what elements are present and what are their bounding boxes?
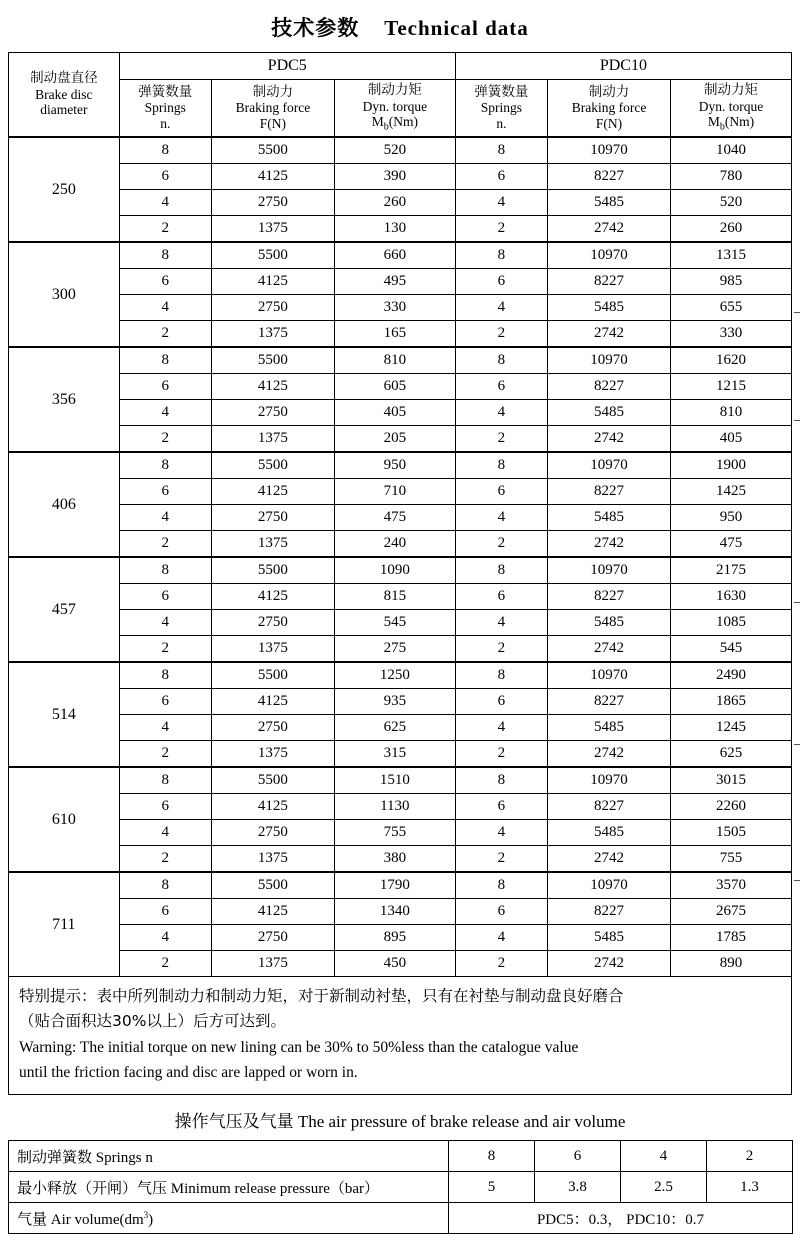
table-row xyxy=(9,610,792,636)
table-row xyxy=(9,741,792,768)
header-springs-pdc5: 弹簧数量 Springs n. xyxy=(119,80,211,138)
cell-force-pdc10: 2742 xyxy=(548,426,671,453)
cell-springs-pdc5: 2 xyxy=(119,636,211,663)
table-row xyxy=(9,216,792,243)
header-torque-pdc10-unit: $M_b(Nm)$ xyxy=(707,114,755,133)
cell-springs-pdc5: 6 xyxy=(119,899,211,925)
cell-torque-pdc5: 755 xyxy=(334,820,455,846)
air-row-label: 制动弹簧数 Springs n xyxy=(9,1141,449,1172)
table-row xyxy=(9,557,792,584)
cell-torque-pdc5: 1340 xyxy=(334,899,455,925)
table-row xyxy=(9,242,792,269)
table-row xyxy=(9,767,792,794)
air-volume-label: 气量 Air $volume(dm^3)$ xyxy=(9,1203,449,1234)
cell-torque-pdc5: 405 xyxy=(334,400,455,426)
cell-springs-pdc10: 2 xyxy=(455,951,547,977)
note-en-line2: until the friction facing and disc are lapped or worn in. xyxy=(19,1063,358,1081)
header-row-columns xyxy=(9,80,792,138)
cell-torque-pdc10: 1245 xyxy=(671,715,792,741)
cell-torque-pdc10: 475 xyxy=(671,531,792,558)
cell-springs-pdc5: 8 xyxy=(119,452,211,479)
cell-torque-pdc5: 165 xyxy=(334,321,455,348)
cell-torque-pdc5: 275 xyxy=(334,636,455,663)
technical-data-table xyxy=(8,52,792,977)
table-row xyxy=(9,820,792,846)
cell-springs-pdc5: 4 xyxy=(119,295,211,321)
header-springs-pdc10: 弹簧数量 Springs n. xyxy=(455,80,547,138)
air-volume-value: PDC5：0.3， PDC10：0.7 xyxy=(449,1203,793,1234)
cell-torque-pdc10: 755 xyxy=(671,846,792,873)
air-row-value: 6 xyxy=(535,1141,621,1172)
cell-springs-pdc10: 2 xyxy=(455,636,547,663)
table-row xyxy=(9,584,792,610)
note-cn-line2: （贴合面积达30%以上）后方可达到。 xyxy=(19,1012,286,1031)
table-row xyxy=(9,452,792,479)
cell-diameter: 250 xyxy=(9,137,120,242)
cell-torque-pdc5: 545 xyxy=(334,610,455,636)
cell-force-pdc10: 8227 xyxy=(548,584,671,610)
cell-force-pdc10: 8227 xyxy=(548,374,671,400)
cell-diameter: 711 xyxy=(9,872,120,977)
cell-force-pdc5: 4125 xyxy=(211,374,334,400)
air-row-value: 3.8 xyxy=(535,1172,621,1203)
header-diameter-en1: Brake disc xyxy=(35,86,93,102)
table-row xyxy=(9,374,792,400)
cell-springs-pdc5: 2 xyxy=(119,321,211,348)
cell-diameter: 610 xyxy=(9,767,120,872)
cell-springs-pdc5: 8 xyxy=(119,137,211,164)
cell-springs-pdc10: 8 xyxy=(455,347,547,374)
cell-force-pdc5: 5500 xyxy=(211,452,334,479)
cell-torque-pdc10: 1865 xyxy=(671,689,792,715)
cell-force-pdc10: 10970 xyxy=(548,662,671,689)
cell-springs-pdc5: 2 xyxy=(119,531,211,558)
table-row xyxy=(9,164,792,190)
header-row-brand xyxy=(9,53,792,80)
cell-torque-pdc10: 780 xyxy=(671,164,792,190)
cell-torque-pdc10: 625 xyxy=(671,741,792,768)
cell-torque-pdc5: 450 xyxy=(334,951,455,977)
cell-force-pdc5: 2750 xyxy=(211,820,334,846)
cell-springs-pdc10: 6 xyxy=(455,794,547,820)
cell-torque-pdc10: 2490 xyxy=(671,662,792,689)
air-section-title-cn: 操作气压及气量 xyxy=(174,1112,294,1133)
table-row xyxy=(9,190,792,216)
cell-force-pdc10: 8227 xyxy=(548,479,671,505)
cell-springs-pdc5: 2 xyxy=(119,846,211,873)
cell-torque-pdc10: 1315 xyxy=(671,242,792,269)
cell-torque-pdc5: 330 xyxy=(334,295,455,321)
page-title-en: Technical data xyxy=(384,16,529,40)
page-title-cn: 技术参数 xyxy=(271,16,360,40)
cell-force-pdc10: 2742 xyxy=(548,741,671,768)
cell-torque-pdc5: 895 xyxy=(334,925,455,951)
cell-torque-pdc10: 950 xyxy=(671,505,792,531)
cell-force-pdc5: 1375 xyxy=(211,741,334,768)
cell-springs-pdc10: 2 xyxy=(455,321,547,348)
table-row xyxy=(9,505,792,531)
table-body xyxy=(9,137,792,977)
cell-torque-pdc10: 2175 xyxy=(671,557,792,584)
cell-force-pdc5: 1375 xyxy=(211,216,334,243)
cell-springs-pdc10: 8 xyxy=(455,137,547,164)
cell-torque-pdc5: 130 xyxy=(334,216,455,243)
air-table-row xyxy=(9,1141,793,1172)
cell-springs-pdc5: 4 xyxy=(119,190,211,216)
table-row xyxy=(9,269,792,295)
cell-torque-pdc10: 545 xyxy=(671,636,792,663)
cell-force-pdc5: 1375 xyxy=(211,951,334,977)
cell-torque-pdc10: 1620 xyxy=(671,347,792,374)
cell-springs-pdc10: 6 xyxy=(455,164,547,190)
table-row xyxy=(9,662,792,689)
note-cn-line1: 特别提示：表中所列制动力和制动力矩，对于新制动衬垫，只有在衬垫与制动盘良好磨合 xyxy=(19,987,624,1006)
cell-springs-pdc10: 6 xyxy=(455,479,547,505)
page-title xyxy=(8,6,792,52)
cell-torque-pdc5: 810 xyxy=(334,347,455,374)
table-row xyxy=(9,872,792,899)
cell-springs-pdc10: 4 xyxy=(455,715,547,741)
cell-springs-pdc5: 2 xyxy=(119,216,211,243)
cell-torque-pdc10: 520 xyxy=(671,190,792,216)
cell-force-pdc10: 10970 xyxy=(548,137,671,164)
cell-force-pdc10: 10970 xyxy=(548,347,671,374)
cell-springs-pdc10: 6 xyxy=(455,269,547,295)
cell-torque-pdc5: 240 xyxy=(334,531,455,558)
air-section-title-en: The air pressure of brake release and air volume xyxy=(297,1112,626,1132)
cell-diameter: 300 xyxy=(9,242,120,347)
cell-springs-pdc5: 2 xyxy=(119,741,211,768)
cell-diameter: 406 xyxy=(9,452,120,557)
cell-springs-pdc10: 4 xyxy=(455,505,547,531)
cell-torque-pdc5: 390 xyxy=(334,164,455,190)
cell-torque-pdc5: 1510 xyxy=(334,767,455,794)
air-row-value: 1.3 xyxy=(707,1172,793,1203)
cell-springs-pdc10: 4 xyxy=(455,925,547,951)
cell-springs-pdc5: 4 xyxy=(119,820,211,846)
cell-springs-pdc10: 4 xyxy=(455,820,547,846)
cell-force-pdc10: 2742 xyxy=(548,636,671,663)
cell-force-pdc5: 5500 xyxy=(211,557,334,584)
cell-torque-pdc5: 495 xyxy=(334,269,455,295)
cell-springs-pdc10: 8 xyxy=(455,557,547,584)
cell-force-pdc5: 1375 xyxy=(211,321,334,348)
cell-force-pdc5: 1375 xyxy=(211,846,334,873)
table-row xyxy=(9,426,792,453)
note-en-line1: Warning: The initial torque on new lining can be 30% to 50%less than the catalogue value xyxy=(19,1038,579,1056)
cell-force-pdc5: 5500 xyxy=(211,662,334,689)
header-torque-pdc5: 制动力矩 Dyn. torque $M_b(Nm)$ xyxy=(334,80,455,138)
cell-springs-pdc10: 2 xyxy=(455,741,547,768)
cell-torque-pdc5: 520 xyxy=(334,137,455,164)
cell-force-pdc10: 10970 xyxy=(548,452,671,479)
cell-springs-pdc5: 6 xyxy=(119,794,211,820)
cell-torque-pdc10: 810 xyxy=(671,400,792,426)
cell-torque-pdc10: 1900 xyxy=(671,452,792,479)
header-force-pdc10: 制动力 Braking force F(N) xyxy=(548,80,671,138)
cell-force-pdc10: 8227 xyxy=(548,899,671,925)
table-row xyxy=(9,951,792,977)
cell-torque-pdc10: 1085 xyxy=(671,610,792,636)
cell-force-pdc5: 5500 xyxy=(211,872,334,899)
cell-springs-pdc10: 4 xyxy=(455,400,547,426)
cell-force-pdc10: 10970 xyxy=(548,557,671,584)
cell-torque-pdc5: 935 xyxy=(334,689,455,715)
cell-springs-pdc5: 4 xyxy=(119,400,211,426)
cell-torque-pdc10: 260 xyxy=(671,216,792,243)
cell-force-pdc10: 2742 xyxy=(548,216,671,243)
cell-torque-pdc10: 655 xyxy=(671,295,792,321)
cell-springs-pdc5: 4 xyxy=(119,715,211,741)
cell-springs-pdc5: 8 xyxy=(119,242,211,269)
cell-torque-pdc10: 1040 xyxy=(671,137,792,164)
cell-force-pdc10: 5485 xyxy=(548,715,671,741)
air-row-value: 8 xyxy=(449,1141,535,1172)
cell-springs-pdc5: 2 xyxy=(119,951,211,977)
header-diameter xyxy=(9,53,120,138)
air-table-row xyxy=(9,1172,793,1203)
cell-diameter: 514 xyxy=(9,662,120,767)
cell-torque-pdc5: 605 xyxy=(334,374,455,400)
cell-force-pdc10: 8227 xyxy=(548,164,671,190)
cell-torque-pdc10: 2675 xyxy=(671,899,792,925)
cell-force-pdc10: 10970 xyxy=(548,767,671,794)
cell-force-pdc5: 5500 xyxy=(211,347,334,374)
header-diameter-en2: diameter xyxy=(40,102,88,118)
cell-force-pdc10: 10970 xyxy=(548,872,671,899)
cell-torque-pdc10: 330 xyxy=(671,321,792,348)
table-row xyxy=(9,689,792,715)
cell-torque-pdc10: 3570 xyxy=(671,872,792,899)
cell-force-pdc5: 4125 xyxy=(211,689,334,715)
air-row-value: 2 xyxy=(707,1141,793,1172)
cell-torque-pdc10: 985 xyxy=(671,269,792,295)
table-row xyxy=(9,794,792,820)
cell-torque-pdc5: 815 xyxy=(334,584,455,610)
cell-springs-pdc5: 8 xyxy=(119,662,211,689)
cell-springs-pdc10: 2 xyxy=(455,846,547,873)
cell-torque-pdc5: 950 xyxy=(334,452,455,479)
cell-springs-pdc10: 6 xyxy=(455,899,547,925)
cell-springs-pdc5: 6 xyxy=(119,374,211,400)
header-diameter-cn: 制动盘直径 xyxy=(30,70,98,87)
table-row xyxy=(9,636,792,663)
cell-force-pdc5: 5500 xyxy=(211,242,334,269)
header-brand-pdc10: PDC10 xyxy=(455,53,791,80)
cell-force-pdc10: 5485 xyxy=(548,610,671,636)
table-row xyxy=(9,531,792,558)
cell-torque-pdc10: 405 xyxy=(671,426,792,453)
scan-edge-marks xyxy=(792,0,800,1148)
cell-torque-pdc10: 1505 xyxy=(671,820,792,846)
cell-force-pdc5: 2750 xyxy=(211,925,334,951)
cell-force-pdc10: 5485 xyxy=(548,820,671,846)
cell-force-pdc10: 2742 xyxy=(548,321,671,348)
cell-force-pdc10: 5485 xyxy=(548,190,671,216)
cell-torque-pdc5: 205 xyxy=(334,426,455,453)
table-row xyxy=(9,137,792,164)
cell-springs-pdc5: 8 xyxy=(119,767,211,794)
cell-torque-pdc5: 380 xyxy=(334,846,455,873)
cell-torque-pdc5: 1090 xyxy=(334,557,455,584)
cell-force-pdc5: 1375 xyxy=(211,531,334,558)
cell-springs-pdc10: 2 xyxy=(455,426,547,453)
cell-force-pdc5: 2750 xyxy=(211,190,334,216)
cell-force-pdc10: 2742 xyxy=(548,951,671,977)
cell-springs-pdc5: 6 xyxy=(119,164,211,190)
table-row xyxy=(9,321,792,348)
cell-springs-pdc10: 4 xyxy=(455,295,547,321)
header-brand-pdc5: PDC5 xyxy=(119,53,455,80)
cell-force-pdc10: 8227 xyxy=(548,269,671,295)
header-force-pdc5: 制动力 Braking force F(N) xyxy=(211,80,334,138)
table-row xyxy=(9,400,792,426)
cell-force-pdc5: 4125 xyxy=(211,164,334,190)
cell-force-pdc10: 8227 xyxy=(548,689,671,715)
cell-torque-pdc5: 475 xyxy=(334,505,455,531)
cell-force-pdc5: 1375 xyxy=(211,636,334,663)
cell-diameter: 457 xyxy=(9,557,120,662)
cell-springs-pdc10: 8 xyxy=(455,662,547,689)
cell-force-pdc5: 4125 xyxy=(211,794,334,820)
table-row xyxy=(9,295,792,321)
cell-springs-pdc5: 2 xyxy=(119,426,211,453)
header-torque-pdc5-unit: $M_b(Nm)$ xyxy=(371,114,418,133)
cell-torque-pdc10: 1630 xyxy=(671,584,792,610)
cell-force-pdc5: 4125 xyxy=(211,479,334,505)
cell-force-pdc5: 4125 xyxy=(211,584,334,610)
air-table-body xyxy=(9,1141,793,1234)
cell-torque-pdc10: 2260 xyxy=(671,794,792,820)
cell-torque-pdc5: 1790 xyxy=(334,872,455,899)
table-row xyxy=(9,846,792,873)
cell-torque-pdc5: 260 xyxy=(334,190,455,216)
cell-force-pdc10: 5485 xyxy=(548,505,671,531)
cell-force-pdc5: 5500 xyxy=(211,767,334,794)
cell-springs-pdc10: 2 xyxy=(455,216,547,243)
cell-springs-pdc10: 8 xyxy=(455,452,547,479)
warning-note xyxy=(8,977,792,1095)
air-row-value: 2.5 xyxy=(621,1172,707,1203)
cell-torque-pdc10: 1215 xyxy=(671,374,792,400)
cell-force-pdc5: 2750 xyxy=(211,610,334,636)
cell-torque-pdc10: 890 xyxy=(671,951,792,977)
table-row xyxy=(9,347,792,374)
cell-force-pdc5: 4125 xyxy=(211,899,334,925)
cell-torque-pdc5: 710 xyxy=(334,479,455,505)
cell-torque-pdc5: 1130 xyxy=(334,794,455,820)
cell-torque-pdc10: 3015 xyxy=(671,767,792,794)
cell-force-pdc5: 1375 xyxy=(211,426,334,453)
cell-springs-pdc5: 8 xyxy=(119,347,211,374)
cell-springs-pdc5: 6 xyxy=(119,269,211,295)
air-volume-row xyxy=(9,1203,793,1234)
cell-springs-pdc5: 6 xyxy=(119,479,211,505)
cell-torque-pdc5: 315 xyxy=(334,741,455,768)
cell-force-pdc10: 8227 xyxy=(548,794,671,820)
cell-torque-pdc10: 1785 xyxy=(671,925,792,951)
table-head xyxy=(9,53,792,138)
cell-springs-pdc10: 4 xyxy=(455,190,547,216)
cell-force-pdc5: 5500 xyxy=(211,137,334,164)
cell-force-pdc5: 2750 xyxy=(211,715,334,741)
cell-springs-pdc10: 8 xyxy=(455,872,547,899)
cell-springs-pdc5: 4 xyxy=(119,925,211,951)
cell-force-pdc5: 2750 xyxy=(211,505,334,531)
air-row-label: 最小释放（开闸）气压 Minimum release pressure（bar） xyxy=(9,1172,449,1203)
cell-force-pdc5: 2750 xyxy=(211,400,334,426)
air-row-value: 4 xyxy=(621,1141,707,1172)
cell-springs-pdc5: 6 xyxy=(119,689,211,715)
cell-force-pdc10: 5485 xyxy=(548,295,671,321)
cell-springs-pdc5: 4 xyxy=(119,610,211,636)
cell-springs-pdc10: 8 xyxy=(455,242,547,269)
cell-springs-pdc10: 2 xyxy=(455,531,547,558)
cell-springs-pdc10: 8 xyxy=(455,767,547,794)
cell-springs-pdc5: 6 xyxy=(119,584,211,610)
cell-springs-pdc5: 8 xyxy=(119,872,211,899)
cell-force-pdc10: 10970 xyxy=(548,242,671,269)
cell-springs-pdc10: 6 xyxy=(455,584,547,610)
cell-force-pdc10: 5485 xyxy=(548,400,671,426)
cell-force-pdc10: 2742 xyxy=(548,846,671,873)
air-row-value: 5 xyxy=(449,1172,535,1203)
cell-force-pdc10: 2742 xyxy=(548,531,671,558)
cell-force-pdc5: 2750 xyxy=(211,295,334,321)
table-row xyxy=(9,479,792,505)
table-row xyxy=(9,899,792,925)
air-section-title xyxy=(8,1095,792,1140)
cell-springs-pdc10: 6 xyxy=(455,689,547,715)
cell-diameter: 356 xyxy=(9,347,120,452)
cell-torque-pdc5: 660 xyxy=(334,242,455,269)
cell-torque-pdc10: 1425 xyxy=(671,479,792,505)
cell-springs-pdc5: 4 xyxy=(119,505,211,531)
table-row xyxy=(9,925,792,951)
air-pressure-table xyxy=(8,1140,793,1234)
cell-force-pdc10: 5485 xyxy=(548,925,671,951)
cell-torque-pdc5: 1250 xyxy=(334,662,455,689)
cell-springs-pdc10: 6 xyxy=(455,374,547,400)
table-row xyxy=(9,715,792,741)
cell-force-pdc5: 4125 xyxy=(211,269,334,295)
cell-springs-pdc5: 8 xyxy=(119,557,211,584)
cell-torque-pdc5: 625 xyxy=(334,715,455,741)
header-torque-pdc10: 制动力矩 Dyn. torque $M_b(Nm)$ xyxy=(671,80,792,138)
cell-springs-pdc10: 4 xyxy=(455,610,547,636)
